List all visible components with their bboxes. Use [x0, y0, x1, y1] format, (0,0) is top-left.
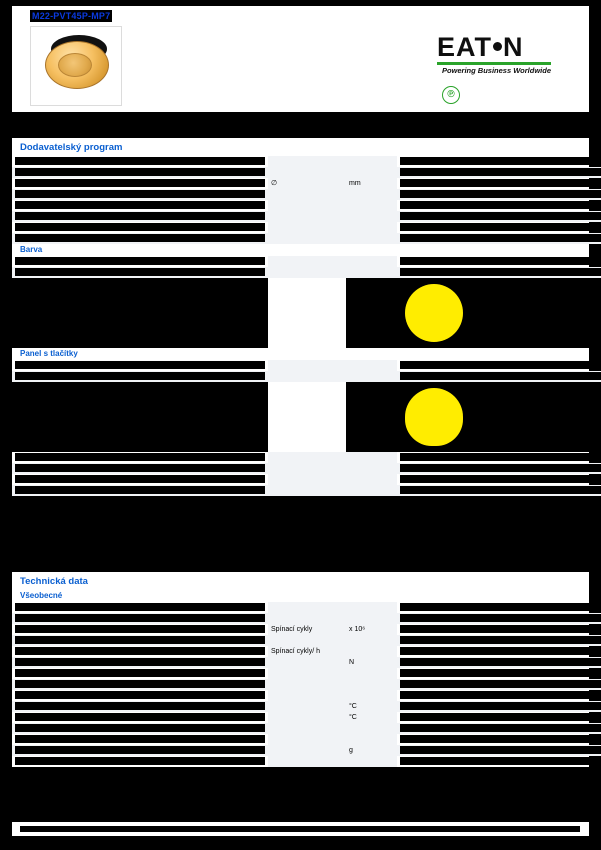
unit-symbol-cell — [346, 646, 397, 657]
redacted-cell — [400, 157, 601, 165]
redacted-cell — [400, 746, 601, 754]
table-row — [12, 211, 601, 222]
unit-symbol-cell — [346, 463, 397, 474]
unit-cell — [268, 200, 346, 211]
document-footer — [12, 822, 589, 836]
table-row — [12, 189, 601, 200]
unit-symbol-cell — [346, 233, 397, 244]
unit-symbol-cell — [346, 679, 397, 690]
redacted-cell — [400, 179, 601, 187]
unit-cell — [268, 701, 346, 712]
switching-cycles-label: Spínací cykly — [268, 624, 346, 635]
section-title: Technická data — [20, 576, 88, 587]
redacted-photo-cell — [346, 278, 397, 348]
redacted-cell — [15, 724, 265, 732]
redacted-cell — [400, 625, 601, 633]
table-row — [12, 222, 601, 233]
unit-cell — [268, 256, 346, 267]
unit-cell — [268, 679, 346, 690]
redacted-cell — [15, 625, 265, 633]
product-image-box — [30, 26, 122, 106]
table-row — [12, 167, 601, 178]
table-row — [12, 624, 601, 635]
redacted-cell — [15, 179, 265, 187]
unit-cell — [268, 156, 346, 167]
product-photo-cell — [397, 382, 601, 452]
redacted-cell — [15, 234, 265, 242]
table-row — [12, 668, 601, 679]
table-row-product-photo — [12, 278, 601, 348]
redacted-cell — [15, 223, 265, 231]
table-row — [12, 267, 601, 278]
unit-symbol-cell — [346, 371, 397, 382]
unit-symbol-cell — [346, 734, 397, 745]
unit-cell — [268, 222, 346, 233]
unit-symbol-cell — [346, 485, 397, 496]
redacted-cell — [15, 746, 265, 754]
unit-symbol-cell — [346, 635, 397, 646]
redacted-cell — [400, 453, 601, 461]
unit-cell — [268, 167, 346, 178]
redacted-cell — [15, 212, 265, 220]
redacted-cell — [400, 680, 601, 688]
unit-newton-cell: N — [346, 657, 397, 668]
unit-symbol-cell — [346, 668, 397, 679]
color-table — [12, 256, 601, 348]
diameter-symbol-cell: ∅ — [268, 178, 346, 189]
document-header — [12, 6, 589, 112]
unit-cell — [268, 463, 346, 474]
table-row — [12, 156, 601, 167]
table-row — [12, 734, 601, 745]
unit-cell — [268, 474, 346, 485]
redacted-cell — [400, 636, 601, 644]
table-row — [12, 178, 601, 189]
eaton-dot-icon — [493, 42, 502, 51]
subsection-title-color: Barva — [20, 245, 43, 254]
unit-cell — [268, 734, 346, 745]
unit-cell — [268, 211, 346, 222]
eaton-green-bar — [437, 62, 551, 65]
redacted-cell — [15, 702, 265, 710]
redacted-cell — [15, 486, 265, 494]
table-row — [12, 200, 601, 211]
redacted-cell — [15, 680, 265, 688]
redacted-cell — [400, 223, 601, 231]
yellow-mushroom-cap-icon — [405, 284, 463, 342]
unit-symbol-cell — [346, 613, 397, 624]
table-row — [12, 657, 601, 668]
redacted-cell — [400, 168, 601, 176]
eaton-wordmark: EAT N — [437, 32, 524, 62]
redacted-cell — [15, 658, 265, 666]
unit-symbol-cell — [346, 602, 397, 613]
unit-cell — [268, 189, 346, 200]
section-title: Dodavatelský program — [20, 142, 123, 153]
table-row — [12, 646, 601, 657]
redacted-cell — [400, 234, 601, 242]
subsection-title-general: Všeobecné — [20, 591, 63, 600]
redacted-cell — [400, 724, 601, 732]
unit-cell — [268, 452, 346, 463]
redacted-cell — [400, 735, 601, 743]
table-row — [12, 635, 601, 646]
button-panel-table — [12, 360, 601, 496]
table-row — [12, 463, 601, 474]
redacted-cell — [15, 372, 265, 380]
redacted-cell — [15, 190, 265, 198]
product-photo-cell — [397, 278, 601, 348]
redacted-cell — [400, 212, 601, 220]
unit-cell — [268, 602, 346, 613]
redacted-cell — [15, 713, 265, 721]
unit-cell — [268, 233, 346, 244]
redacted-cell — [400, 190, 601, 198]
switching-cycles-per-hour-label: Spínací cykly/ h — [268, 646, 346, 657]
redacted-cell — [400, 647, 601, 655]
unit-symbol-cell — [346, 756, 397, 767]
redacted-cell — [400, 372, 601, 380]
unit-symbol-cell — [346, 211, 397, 222]
redacted-cell — [15, 647, 265, 655]
eaton-logo — [437, 32, 551, 75]
unit-symbol-cell — [346, 256, 397, 267]
redacted-cell — [400, 268, 601, 276]
redacted-cell — [15, 757, 265, 765]
unit-symbol-cell — [346, 200, 397, 211]
redacted-cell — [400, 603, 601, 611]
table-row — [12, 723, 601, 734]
supply-program-table — [12, 156, 601, 244]
part-number: M22-PVT45P-MP7 — [32, 11, 111, 21]
redacted-cell — [400, 669, 601, 677]
unit-celsius-cell: °C — [346, 712, 397, 723]
photo-spacer-cell — [268, 382, 346, 452]
unit-cell — [268, 657, 346, 668]
table-row — [12, 233, 601, 244]
unit-cell — [268, 485, 346, 496]
redacted-cell — [15, 475, 265, 483]
unit-cell — [268, 371, 346, 382]
table-row — [12, 256, 601, 267]
redacted-cell — [400, 702, 601, 710]
redacted-cell — [400, 361, 601, 369]
redacted-cell — [400, 757, 601, 765]
photo-spacer-cell — [268, 278, 346, 348]
redacted-photo-cell — [12, 278, 268, 348]
redacted-cell — [15, 669, 265, 677]
unit-symbol-cell — [346, 452, 397, 463]
unit-symbol-cell — [346, 189, 397, 200]
redacted-cell — [400, 201, 601, 209]
redacted-cell — [15, 201, 265, 209]
redacted-cell — [400, 713, 601, 721]
unit-mm-cell: mm — [346, 178, 397, 189]
unit-cell — [268, 668, 346, 679]
redacted-cell — [15, 268, 265, 276]
unit-cell — [268, 360, 346, 371]
unit-symbol-cell — [346, 156, 397, 167]
redacted-cell — [400, 658, 601, 666]
redacted-cell — [15, 168, 265, 176]
unit-cell — [268, 635, 346, 646]
unit-symbol-cell — [346, 690, 397, 701]
table-row — [12, 485, 601, 496]
table-row — [12, 613, 601, 624]
redacted-photo-cell — [346, 382, 397, 452]
table-row-product-photo — [12, 382, 601, 452]
redacted-photo-cell — [12, 382, 268, 452]
redacted-cell — [400, 691, 601, 699]
table-row — [12, 371, 601, 382]
redacted-cell — [15, 464, 265, 472]
section-supply-program — [12, 138, 589, 496]
table-row — [12, 360, 601, 371]
redacted-cell — [15, 453, 265, 461]
redacted-cell — [15, 691, 265, 699]
redacted-cell — [400, 464, 601, 472]
unit-symbol-cell: x 10⁶ — [346, 624, 397, 635]
unit-cell — [268, 712, 346, 723]
mushroom-pushbutton-icon — [39, 33, 113, 99]
certification-icon: ℗ — [442, 86, 460, 104]
unit-symbol-cell — [346, 723, 397, 734]
unit-cell — [268, 690, 346, 701]
unit-symbol-cell — [346, 222, 397, 233]
table-row — [12, 602, 601, 613]
technical-data-table — [12, 602, 601, 767]
unit-gram-cell: g — [346, 745, 397, 756]
subsection-title-button-panel: Panel s tlačítky — [20, 349, 78, 358]
unit-symbol-cell — [346, 474, 397, 485]
redacted-cell — [15, 257, 265, 265]
unit-cell — [268, 267, 346, 278]
unit-symbol-cell — [346, 360, 397, 371]
table-row — [12, 679, 601, 690]
unit-celsius-cell: °C — [346, 701, 397, 712]
redacted-cell — [400, 257, 601, 265]
unit-cell — [268, 745, 346, 756]
redacted-cell — [15, 603, 265, 611]
redacted-cell — [400, 614, 601, 622]
table-row — [12, 452, 601, 463]
redacted-cell — [15, 614, 265, 622]
redacted-cell — [15, 361, 265, 369]
table-row — [12, 690, 601, 701]
redacted-cell — [15, 735, 265, 743]
unit-symbol-cell — [346, 267, 397, 278]
redacted-cell — [15, 157, 265, 165]
table-row — [12, 474, 601, 485]
redacted-footer-text — [20, 826, 580, 832]
mushroom-inner-ring — [58, 53, 92, 77]
unit-cell — [268, 756, 346, 767]
yellow-mushroom-cap-icon — [405, 388, 463, 446]
section-technical-data — [12, 572, 589, 767]
table-row — [12, 712, 601, 723]
table-row — [12, 745, 601, 756]
redacted-cell — [400, 486, 601, 494]
unit-symbol-cell — [346, 167, 397, 178]
unit-cell — [268, 723, 346, 734]
redacted-cell — [15, 636, 265, 644]
table-row — [12, 701, 601, 712]
table-row — [12, 756, 601, 767]
unit-cell — [268, 613, 346, 624]
redacted-cell — [400, 475, 601, 483]
eaton-tagline: Powering Business Worldwide — [441, 66, 551, 75]
